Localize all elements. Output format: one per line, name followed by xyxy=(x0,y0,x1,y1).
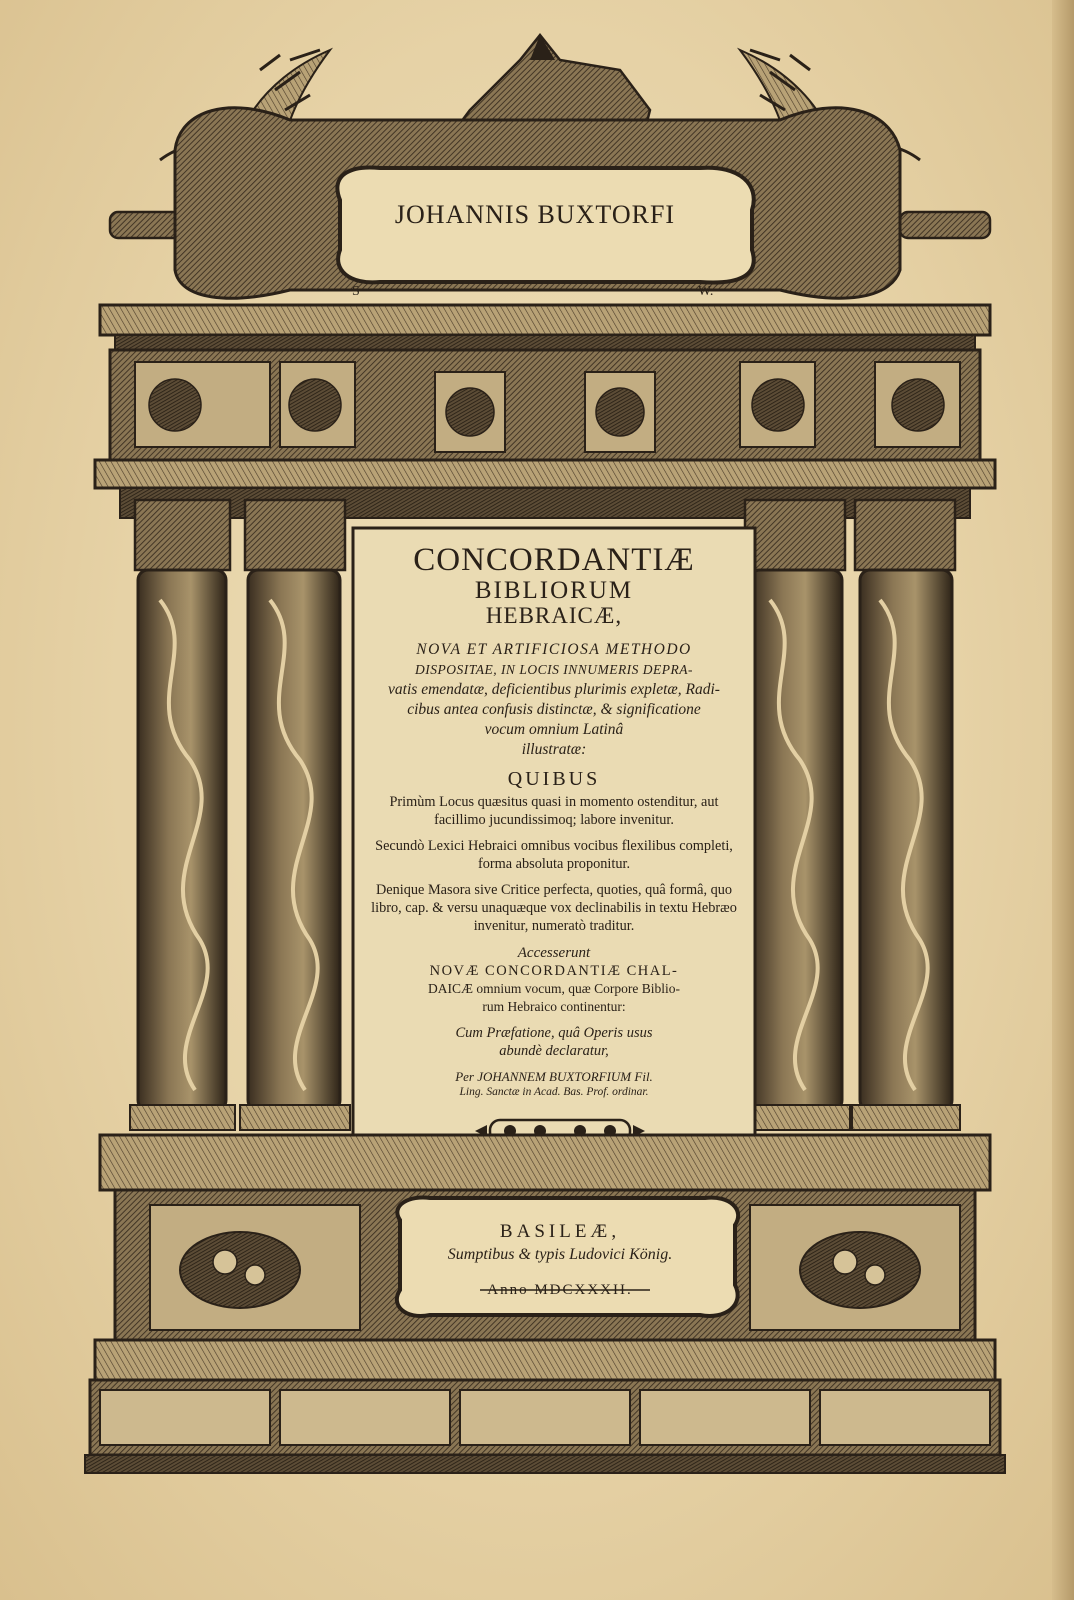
imprint-publisher: Sumptibus & typis Ludovici König. xyxy=(447,1246,673,1263)
imprint xyxy=(400,1220,720,1299)
signature-w: W. xyxy=(698,284,714,299)
subtitle-bibliorum: BIBLIORUM xyxy=(474,577,634,604)
signature-s: S xyxy=(352,284,360,299)
novae-line-1: NOVÆ CONCORDANTIÆ CHAL- xyxy=(429,963,679,979)
accesserunt: Accesserunt xyxy=(517,945,591,961)
paragraph-secundo: Secundò Lexici Hebraici omnibus vocibus flexilibus completi, forma absoluta proponitur. xyxy=(375,838,733,872)
author-position: Ling. Sanctæ in Acad. Bas. Prof. ordinar. xyxy=(459,1086,649,1098)
description-line-6: illustratæ: xyxy=(521,741,587,758)
column-left-outer xyxy=(130,500,235,1130)
description-line-2: DISPOSITAE, IN LOCIS INNUMERIS DEPRA- xyxy=(414,662,694,677)
praefatione-line-2: abundè declaratur, xyxy=(499,1043,609,1059)
column-left-inner xyxy=(240,500,350,1130)
imprint-year: Anno MDCXXXII. xyxy=(487,1282,633,1298)
paragraph-denique: Denique Masora sive Critice perfecta, quoties, quâ formâ, quo libro, cap. & versu unaquæque vox declinabilis in textu Hebræo invenitur, numeratò traditur. xyxy=(371,882,737,934)
title: CONCORDANTIÆ xyxy=(413,542,695,578)
subtitle-hebraicae: HEBRAICÆ, xyxy=(485,603,623,628)
author-heading: JOHANNIS BUXTORFI xyxy=(394,200,676,229)
description-line-3: vatis emendatæ, deficientibus plurimis expletæ, Radi- xyxy=(388,681,720,698)
column-right-inner xyxy=(742,500,850,1130)
imprint-city: BASILEÆ, xyxy=(499,1221,621,1242)
description-line-4: cibus antea confusis distinctæ, & significatione xyxy=(407,701,701,718)
column-right-outer xyxy=(852,500,960,1130)
novae-line-3: rum Hebraico continentur: xyxy=(482,999,626,1014)
description-line-5: vocum omnium Latinâ xyxy=(484,721,624,738)
paragraph-primum: Primùm Locus quæsitus quasi in momento ostenditur, aut facillimo jucundissimoq; labore invenitur. xyxy=(389,794,719,828)
author-credit: Per JOHANNEM BUXTORFIUM Fil. xyxy=(455,1069,653,1084)
description-line-1: NOVA ET ARTIFICIOSA METHODO xyxy=(416,641,692,658)
quibus-heading: QUIBUS xyxy=(507,768,601,790)
title-panel xyxy=(355,532,753,1164)
praefatione-line-1: Cum Præfatione, quâ Operis usus xyxy=(455,1025,653,1041)
novae-line-2: DAICÆ omnium vocum, quæ Corpore Biblio- xyxy=(428,981,680,996)
